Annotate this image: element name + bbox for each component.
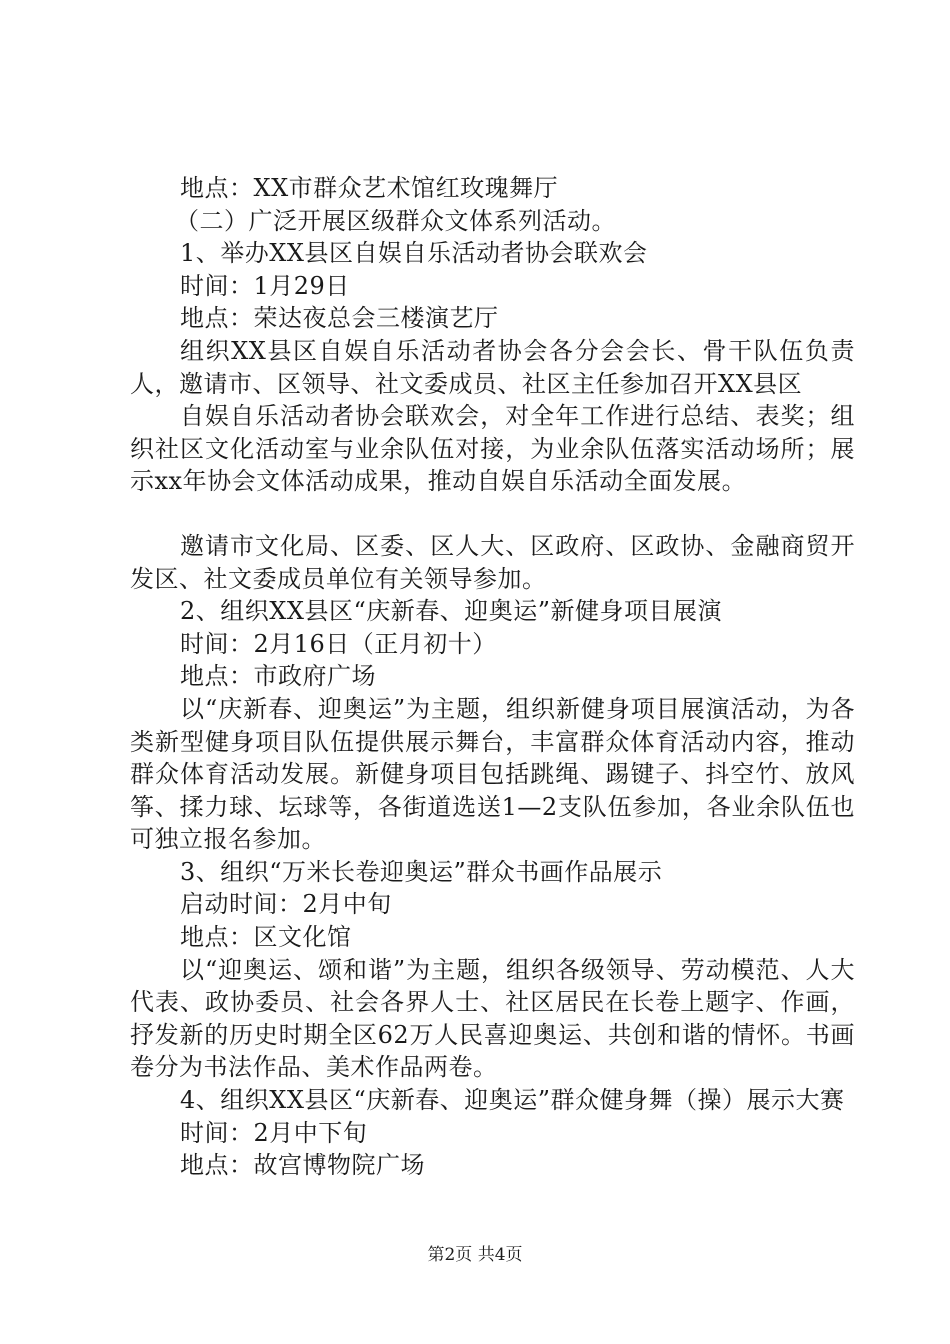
- time-line-2: 时间：2月16日（正月初十）: [180, 629, 497, 658]
- paragraph-2: 以“庆新春、迎奥运”为主题，组织新健身项目展演活动，为各类新型健身项目队伍提供展示舞台，丰富群众体育活动内容，推动群众体育活动发展。新健身项目包括跳绳、踢键子、抖空竹、放风筝、揉力球、坛球等，各街道选送1—2支队伍参加，各业余队伍也可独立报名参加。: [130, 694, 855, 854]
- time-line-4: 时间：2月中下旬: [180, 1118, 368, 1147]
- venue-line: 地点：XX市群众艺术馆红玫瑰舞厅: [180, 174, 559, 202]
- time-line-3: 启动时间：2月中旬: [180, 890, 392, 919]
- item-heading-3: 3、组织“万米长卷迎奥运”群众书画作品展示: [180, 857, 663, 886]
- venue-line-4: 地点：故宫博物院广场: [180, 1151, 425, 1180]
- venue-line-2: 地点：市政府广场: [180, 662, 376, 691]
- item-heading-4: 4、组织XX县区“庆新春、迎奥运”群众健身舞（操）展示大赛: [180, 1086, 845, 1115]
- item-heading-1: 1、举办XX县区自娱自乐活动者协会联欢会: [180, 239, 648, 268]
- page-number-footer: 第2页 共4页: [427, 1245, 523, 1265]
- section-heading: （二）广泛开展区级群众文体系列活动。: [175, 206, 616, 235]
- time-line-1: 时间：1月29日: [180, 271, 350, 300]
- venue-line-1: 地点：荣达夜总会三楼演艺厅: [180, 304, 499, 333]
- paragraph-1b: 自娱自乐活动者协会联欢会，对全年工作进行总结、表奖；组织社区文化活动室与业余队伍对接，为业余队伍落实活动场所；展示xx年协会文体活动成果，推动自娱自乐活动全面发展。: [130, 402, 855, 496]
- paragraph-1c: 邀请市文化局、区委、区人大、区政府、区政协、金融商贸开发区、社文委成员单位有关领导参加。: [130, 531, 855, 593]
- paragraph-1a: 组织XX县区自娱自乐活动者协会各分会会长、骨干队伍负责人，邀请市、区领导、社文委成员、社区主任参加召开XX县区: [130, 336, 855, 398]
- paragraph-3: 以“迎奥运、颂和谐”为主题，组织各级领导、劳动模范、人大代表、政协委员、社会各界人士、社区居民在长卷上题字、作画，抒发新的历史时期全区62万人民喜迎奥运、共创和谐的情怀。书画卷分为书法作品、美术作品两卷。: [130, 955, 855, 1082]
- venue-line-3: 地点：区文化馆: [180, 923, 352, 952]
- blank-line: [130, 498, 855, 530]
- document-body: [130, 172, 855, 1182]
- item-heading-2: 2、组织XX县区“庆新春、迎奥运”新健身项目展演: [180, 597, 722, 626]
